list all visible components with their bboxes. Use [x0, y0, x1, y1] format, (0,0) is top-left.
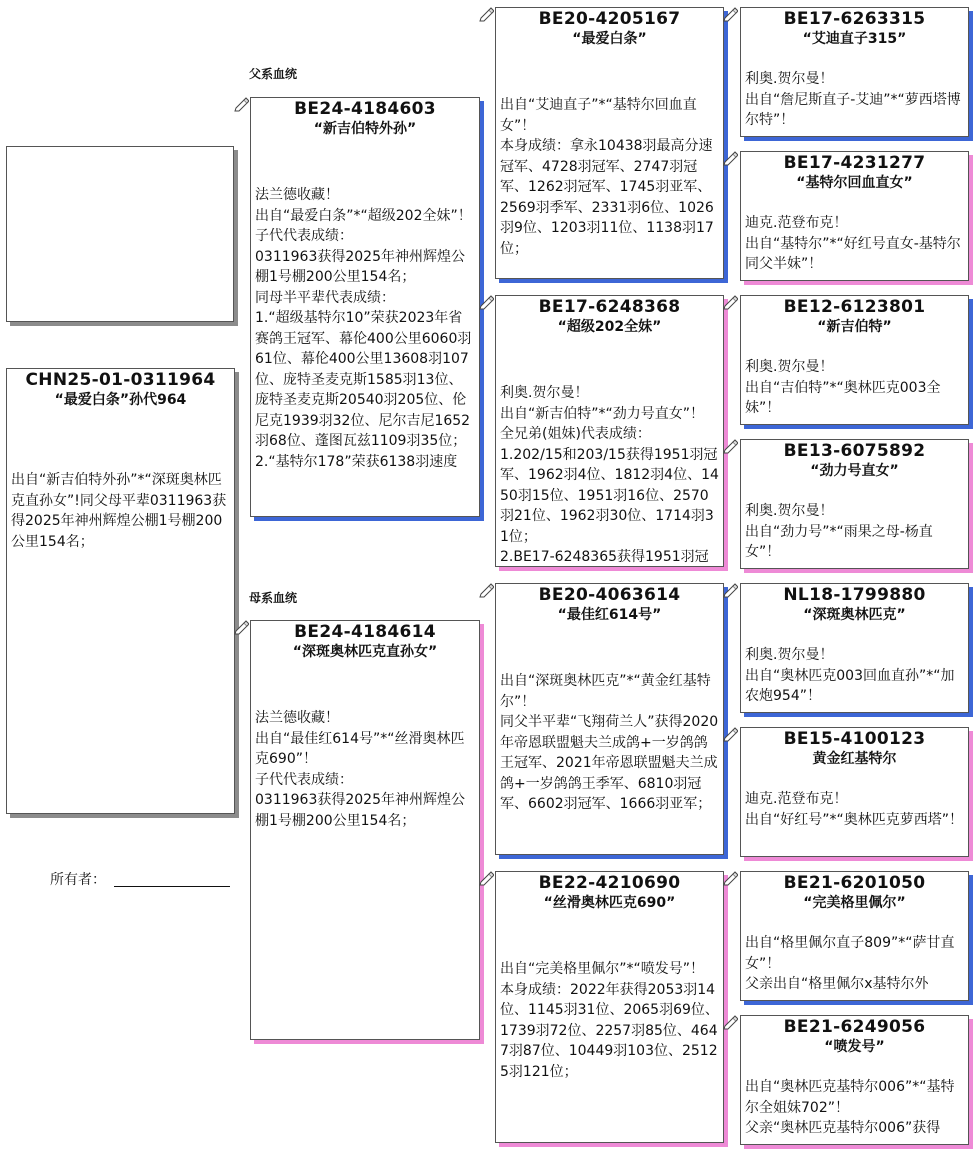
ggp1-ring: BE17-6263315 — [783, 9, 926, 29]
gp-dd-name: “丝滑奥林匹克690” — [543, 895, 676, 911]
ggp5-desc: 利奥.贺尔曼！ 出自“奥林匹克003回血直孙”*“加农炮954”！ — [745, 647, 955, 704]
subject-card[interactable] — [6, 368, 235, 814]
subject-desc: 出自“新吉伯特外孙”*“深斑奥林匹克直孙女”!同父母平辈0311963获得2025年神州辉煌公棚1号棚200公里154名； — [11, 472, 227, 550]
ggp4-desc: 利奥.贺尔曼！ 出自“劲力号”*“雨果之母-杨直女”！ — [745, 503, 933, 560]
sire-ring: BE24-4184603 — [294, 99, 436, 119]
ggp6-name: 黄金红基特尔 — [812, 751, 897, 767]
edit-icon[interactable] — [723, 7, 738, 22]
dam-card[interactable] — [250, 620, 480, 1040]
ggp6-ring: BE15-4100123 — [783, 729, 926, 749]
ggp6-desc: 迪克.范登布克！ 出自“好红号”*“奥林匹克萝西塔”！ — [745, 791, 964, 828]
edit-icon[interactable] — [234, 97, 249, 112]
gp-dd-desc: 出自“完美格里佩尔”*“喷发号”！ 本身成绩：2022年获得2053羽14位、1145羽31位、2065羽69位、1739羽72位、2257羽85位、4647羽87位、10449羽103位、25125羽121位； — [500, 961, 719, 1080]
ggp4-card[interactable] — [740, 439, 969, 569]
ggp2-ring: BE17-4231277 — [783, 153, 926, 173]
owner-label: 所有者： — [50, 872, 106, 888]
subject-name: “最爱白条”孙代964 — [54, 392, 187, 408]
ggp2-name: “基特尔回血直女” — [796, 175, 913, 191]
ggp5-ring: NL18-1799880 — [783, 585, 926, 605]
gp-ds-ring: BE20-4063614 — [538, 585, 681, 605]
grandsire-sire-card[interactable] — [495, 7, 724, 279]
ggp3-ring: BE12-6123801 — [783, 297, 926, 317]
edit-icon[interactable] — [723, 727, 738, 742]
gp-ss-name: “最爱白条” — [572, 31, 647, 47]
ggp4-ring: BE13-6075892 — [783, 441, 926, 461]
ggp5-card[interactable] — [740, 583, 969, 713]
dam-line-label: 母系血统 — [249, 591, 298, 605]
edit-icon[interactable] — [723, 439, 738, 454]
gp-ds-desc: 出自“深斑奥林匹克”*“黄金红基特尔”！ 同父半平辈“飞翔荷兰人”获得2020年帝恩联盟魁夫兰成鸽+一岁鸽鸽王冠军、2021年帝恩联盟魁夫兰成鸽+一岁鸽鸽王季军、6810羽冠军、6602羽冠军、1666羽亚军； — [500, 673, 719, 812]
granddam-sire-card[interactable] — [495, 295, 724, 567]
edit-icon[interactable] — [479, 871, 494, 886]
gp-ss-desc: 出自“艾迪直子”*“基特尔回血直女”！ 本身成绩：拿永10438羽最高分速冠军、4728羽冠军、2747羽冠军、1262羽冠军、1745羽亚军、2569羽季军、2331羽6位、1026羽9位、1203羽11位、1138羽17位； — [500, 97, 714, 257]
sire-line-label: 父系血统 — [249, 67, 298, 81]
sire-card[interactable] — [250, 97, 480, 517]
ggp6-card[interactable] — [740, 727, 969, 857]
ggp1-desc: 利奥.贺尔曼！ 出自“詹尼斯直子-艾迪”*“萝西塔博尔特”！ — [745, 71, 961, 128]
dam-name: “深斑奥林匹克直孙女” — [292, 644, 438, 660]
dam-ring: BE24-4184614 — [294, 622, 436, 642]
owner-field[interactable] — [114, 886, 230, 887]
grandsire-dam-card[interactable] — [495, 583, 724, 855]
ggp2-desc: 迪克.范登布克！ 出自“基特尔”*“好红号直女-基特尔同父半妹”！ — [745, 215, 961, 272]
sire-desc: 法兰德收藏！ 出自“最爱白条”*“超级202全妹”！ 子代代表成绩： 0311963获得2025年神州辉煌公棚1号棚200公里154名； 同母半平辈代表成绩： 1.“超级基特尔10”荣获2023年省赛鸽王冠军、幕伦400公里6060羽61位、幕伦400公里13608羽107位、庞特圣麦克斯1585羽13位、庞特圣麦克斯20540羽205位、伦尼克1939羽32位、尼尔吉尼1652羽68位、蓬图瓦兹1109羽35位； 2.“基特尔178”荣获6138羽速度 — [255, 187, 472, 470]
photo-placeholder[interactable] — [6, 146, 234, 322]
gp-dd-ring: BE22-4210690 — [538, 873, 681, 893]
edit-icon[interactable] — [479, 583, 494, 598]
subject-ring: CHN25-01-0311964 — [25, 370, 216, 390]
ggp3-desc: 利奥.贺尔曼！ 出自“吉伯特”*“奥林匹克003全妹”！ — [745, 359, 941, 416]
ggp8-ring: BE21-6249056 — [783, 1017, 926, 1037]
ggp2-card[interactable] — [740, 151, 969, 281]
ggp1-card[interactable] — [740, 7, 969, 137]
edit-icon[interactable] — [723, 583, 738, 598]
ggp8-name: “喷发号” — [824, 1039, 885, 1055]
ggp7-name: “完美格里佩尔” — [803, 895, 906, 911]
ggp7-card[interactable] — [740, 871, 969, 1001]
gp-sd-desc: 利奥.贺尔曼！ 出自“新吉伯特”*“劲力号直女”！ 全兄弟(姐妹)代表成绩： 1.202/15和203/15获得1951羽冠军、1962羽4位、1812羽4位、1450羽15位、1951羽16位、2570羽21位、1962羽30位、1714羽31位； 2.BE17-6248365获得1951羽冠 — [500, 385, 719, 565]
gp-ss-ring: BE20-4205167 — [538, 9, 681, 29]
ggp4-name: “劲力号直女” — [810, 463, 899, 479]
ggp3-card[interactable] — [740, 295, 969, 425]
edit-icon[interactable] — [723, 295, 738, 310]
ggp3-name: “新吉伯特” — [817, 319, 892, 335]
edit-icon[interactable] — [723, 1015, 738, 1030]
edit-icon[interactable] — [723, 151, 738, 166]
edit-icon[interactable] — [479, 295, 494, 310]
ggp1-name: “艾迪直子315” — [802, 31, 907, 47]
ggp7-desc: 出自“格里佩尔直子809”*“萨甘直女”！ 父亲出自“格里佩尔x基特尔外 — [745, 935, 955, 992]
dam-desc: 法兰德收藏！ 出自“最佳红614号”*“丝滑奥林匹克690”！ 子代代表成绩： 0311963获得2025年神州辉煌公棚1号棚200公里154名； — [255, 710, 465, 829]
ggp8-desc: 出自“奥林匹克基特尔006”*“基特尔全姐妹702”！ 父亲“奥林匹克基特尔006”获得 — [745, 1079, 955, 1136]
edit-icon[interactable] — [479, 7, 494, 22]
ggp8-card[interactable] — [740, 1015, 969, 1145]
ggp7-ring: BE21-6201050 — [783, 873, 926, 893]
edit-icon[interactable] — [723, 871, 738, 886]
gp-ds-name: “最佳红614号” — [557, 607, 662, 623]
ggp5-name: “深斑奥林匹克” — [803, 607, 906, 623]
edit-icon[interactable] — [234, 620, 249, 635]
gp-sd-ring: BE17-6248368 — [538, 297, 681, 317]
granddam-dam-card[interactable] — [495, 871, 724, 1143]
gp-sd-name: “超级202全妹” — [557, 319, 662, 335]
sire-name: “新吉伯特外孙” — [313, 121, 417, 137]
